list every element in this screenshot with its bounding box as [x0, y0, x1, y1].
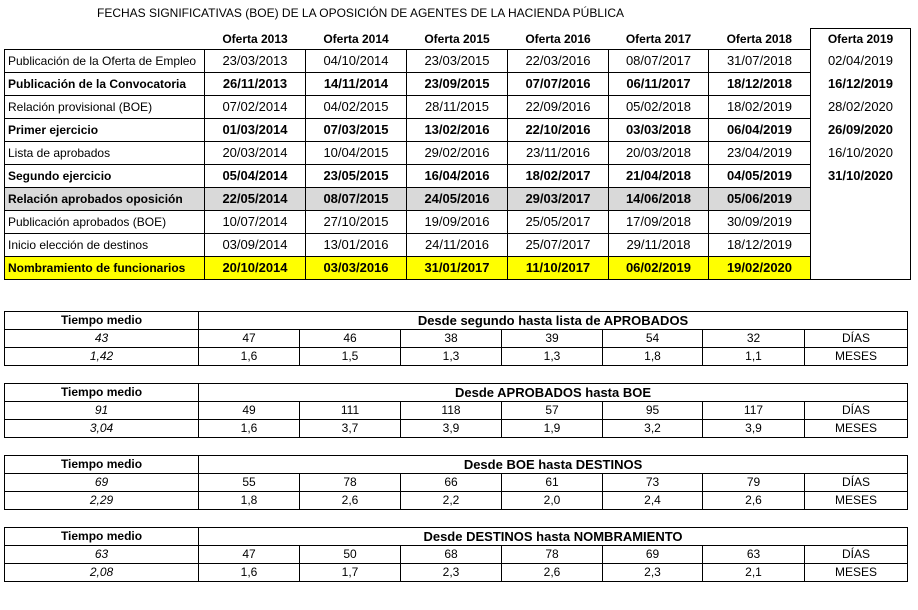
summary-header-row [5, 528, 908, 546]
date-cell: 02/04/2019 [811, 49, 911, 72]
date-cell: 05/02/2018 [609, 95, 709, 118]
avg-months: 2,08 [5, 564, 199, 582]
days-cell: 54 [603, 330, 703, 348]
months-row [5, 492, 908, 510]
date-cell: 16/12/2019 [811, 72, 911, 95]
summary-table [4, 527, 908, 582]
days-cell: 32 [703, 330, 805, 348]
months-cell: 2,2 [401, 492, 502, 510]
months-cell: 1,5 [300, 348, 401, 366]
date-cell: 25/07/2017 [508, 233, 609, 256]
date-cell: 19/02/2020 [709, 256, 811, 279]
unit-days: DÍAS [805, 546, 908, 564]
date-cell: 28/02/2020 [811, 95, 911, 118]
row-label: Inicio elección de destinos [5, 233, 205, 256]
date-cell: 07/02/2014 [205, 95, 306, 118]
date-cell: 29/03/2017 [508, 187, 609, 210]
date-cell: 10/04/2015 [306, 141, 407, 164]
days-cell: 111 [300, 402, 401, 420]
date-cell: 06/11/2017 [609, 72, 709, 95]
column-header: Oferta 2016 [525, 31, 591, 46]
table-row [5, 118, 911, 141]
table-row [5, 187, 911, 210]
months-cell: 2,0 [502, 492, 603, 510]
avg-days: 69 [5, 474, 199, 492]
months-cell: 2,4 [603, 492, 703, 510]
summary-table [4, 383, 908, 438]
date-cell: 28/11/2015 [407, 95, 508, 118]
months-cell: 1,3 [401, 348, 502, 366]
days-cell: 57 [502, 402, 603, 420]
months-cell: 3,2 [603, 420, 703, 438]
days-cell: 49 [199, 402, 300, 420]
days-cell: 55 [199, 474, 300, 492]
days-cell: 78 [502, 546, 603, 564]
months-cell: 3,7 [300, 420, 401, 438]
unit-days: DÍAS [805, 330, 908, 348]
avg-months: 1,42 [5, 348, 199, 366]
date-cell: 18/02/2017 [508, 164, 609, 187]
header-blank [5, 29, 205, 50]
date-cell: 22/09/2016 [508, 95, 609, 118]
days-cell: 69 [603, 546, 703, 564]
date-cell: 07/07/2016 [508, 72, 609, 95]
months-cell: 2,3 [603, 564, 703, 582]
date-cell: 19/09/2016 [407, 210, 508, 233]
months-cell: 1,8 [199, 492, 300, 510]
row-label: Segundo ejercicio [5, 164, 205, 187]
months-cell: 1,6 [199, 348, 300, 366]
date-cell: 31/10/2020 [811, 164, 911, 187]
summary-table [4, 455, 908, 510]
date-cell: 13/01/2016 [306, 233, 407, 256]
unit-months: MESES [805, 564, 908, 582]
unit-months: MESES [805, 492, 908, 510]
summary-title: Desde DESTINOS hasta NOMBRAMIENTO [199, 528, 908, 546]
date-cell: 20/10/2014 [205, 256, 306, 279]
avg-months: 2,29 [5, 492, 199, 510]
date-cell: 25/05/2017 [508, 210, 609, 233]
date-cell [811, 256, 911, 279]
date-cell: 06/02/2019 [609, 256, 709, 279]
date-cell: 04/10/2014 [306, 49, 407, 72]
date-cell: 10/07/2014 [205, 210, 306, 233]
table-row [5, 256, 911, 279]
dates-table [4, 28, 911, 280]
days-cell: 63 [703, 546, 805, 564]
avg-days: 43 [5, 330, 199, 348]
date-cell: 21/04/2018 [609, 164, 709, 187]
row-label: Publicación aprobados (BOE) [5, 210, 205, 233]
days-cell: 47 [199, 330, 300, 348]
date-cell: 26/09/2020 [811, 118, 911, 141]
date-cell: 27/10/2015 [306, 210, 407, 233]
date-cell: 26/11/2013 [205, 72, 306, 95]
summary-header-row [5, 384, 908, 402]
date-cell: 08/07/2015 [306, 187, 407, 210]
months-cell: 1,1 [703, 348, 805, 366]
date-cell: 20/03/2018 [609, 141, 709, 164]
summary-header-row [5, 312, 908, 330]
days-cell: 79 [703, 474, 805, 492]
unit-days: DÍAS [805, 474, 908, 492]
date-cell: 22/05/2014 [205, 187, 306, 210]
row-label: Nombramiento de funcionarios [5, 256, 205, 279]
date-cell: 31/01/2017 [407, 256, 508, 279]
page-title: FECHAS SIGNIFICATIVAS (BOE) DE LA OPOSICIÓN DE AGENTES DE LA HACIENDA PÚBLICA [97, 6, 625, 20]
column-header: Oferta 2015 [424, 31, 490, 46]
date-cell: 18/02/2019 [709, 95, 811, 118]
table-row [5, 164, 911, 187]
months-cell: 1,6 [199, 564, 300, 582]
row-label: Relación provisional (BOE) [5, 95, 205, 118]
avg-header: Tiempo medio [5, 312, 199, 330]
date-cell: 22/10/2016 [508, 118, 609, 141]
days-row [5, 474, 908, 492]
date-cell: 13/02/2016 [407, 118, 508, 141]
column-header: Oferta 2017 [625, 31, 692, 46]
days-cell: 38 [401, 330, 502, 348]
days-cell: 50 [300, 546, 401, 564]
unit-days: DÍAS [805, 402, 908, 420]
date-cell: 06/04/2019 [709, 118, 811, 141]
days-cell: 66 [401, 474, 502, 492]
date-cell: 05/06/2019 [709, 187, 811, 210]
column-header: Oferta 2013 [222, 31, 288, 46]
date-cell [811, 233, 911, 256]
date-cell: 23/05/2015 [306, 164, 407, 187]
months-cell: 3,9 [703, 420, 805, 438]
months-cell: 2,6 [703, 492, 805, 510]
date-cell: 03/09/2014 [205, 233, 306, 256]
avg-header: Tiempo medio [5, 528, 199, 546]
date-cell [811, 187, 911, 210]
months-row [5, 420, 908, 438]
date-cell: 04/05/2019 [709, 164, 811, 187]
summary-title: Desde APROBADOS hasta BOE [199, 384, 908, 402]
date-cell: 20/03/2014 [205, 141, 306, 164]
avg-header: Tiempo medio [5, 384, 199, 402]
months-cell: 1,9 [502, 420, 603, 438]
date-cell: 30/09/2019 [709, 210, 811, 233]
days-cell: 78 [300, 474, 401, 492]
days-cell: 47 [199, 546, 300, 564]
avg-days: 91 [5, 402, 199, 420]
column-header: Oferta 2018 [726, 31, 792, 46]
date-cell: 23/03/2013 [205, 49, 306, 72]
date-cell: 05/04/2014 [205, 164, 306, 187]
row-label: Lista de aprobados [5, 141, 205, 164]
date-cell: 16/04/2016 [407, 164, 508, 187]
summary-header-row [5, 456, 908, 474]
table-row [5, 233, 911, 256]
months-cell: 1,6 [199, 420, 300, 438]
date-cell: 29/11/2018 [609, 233, 709, 256]
date-cell: 08/07/2017 [609, 49, 709, 72]
table-row [5, 141, 911, 164]
avg-days: 63 [5, 546, 199, 564]
days-cell: 39 [502, 330, 603, 348]
days-row [5, 330, 908, 348]
table-row [5, 72, 911, 95]
unit-months: MESES [805, 348, 908, 366]
row-label: Primer ejercicio [5, 118, 205, 141]
months-cell: 2,6 [502, 564, 603, 582]
row-label: Publicación de la Convocatoria [5, 72, 205, 95]
date-cell: 11/10/2017 [508, 256, 609, 279]
avg-header: Tiempo medio [5, 456, 199, 474]
months-cell: 1,8 [603, 348, 703, 366]
table-row [5, 210, 911, 233]
months-cell: 1,3 [502, 348, 603, 366]
date-cell: 23/04/2019 [709, 141, 811, 164]
date-cell: 03/03/2016 [306, 256, 407, 279]
days-cell: 117 [703, 402, 805, 420]
date-cell: 04/02/2015 [306, 95, 407, 118]
header-row [5, 29, 911, 50]
date-cell: 14/11/2014 [306, 72, 407, 95]
months-row [5, 564, 908, 582]
days-cell: 68 [401, 546, 502, 564]
column-header: Oferta 2019 [811, 29, 911, 50]
column-header: Oferta 2014 [323, 31, 389, 46]
date-cell: 17/09/2018 [609, 210, 709, 233]
months-cell: 1,7 [300, 564, 401, 582]
months-cell: 2,3 [401, 564, 502, 582]
days-cell: 95 [603, 402, 703, 420]
date-cell: 23/03/2015 [407, 49, 508, 72]
date-cell: 03/03/2018 [609, 118, 709, 141]
date-cell: 23/09/2015 [407, 72, 508, 95]
row-label: Publicación de la Oferta de Empleo [5, 49, 205, 72]
row-label: Relación aprobados oposición [5, 187, 205, 210]
unit-months: MESES [805, 420, 908, 438]
table-row [5, 95, 911, 118]
days-cell: 61 [502, 474, 603, 492]
date-cell: 22/03/2016 [508, 49, 609, 72]
date-cell: 18/12/2018 [709, 72, 811, 95]
date-cell: 18/12/2019 [709, 233, 811, 256]
days-cell: 118 [401, 402, 502, 420]
days-cell: 46 [300, 330, 401, 348]
date-cell: 24/05/2016 [407, 187, 508, 210]
date-cell: 24/11/2016 [407, 233, 508, 256]
date-cell: 01/03/2014 [205, 118, 306, 141]
avg-months: 3,04 [5, 420, 199, 438]
date-cell: 31/07/2018 [709, 49, 811, 72]
days-cell: 73 [603, 474, 703, 492]
months-cell: 3,9 [401, 420, 502, 438]
months-row [5, 348, 908, 366]
months-cell: 2,1 [703, 564, 805, 582]
date-cell: 14/06/2018 [609, 187, 709, 210]
date-cell [811, 210, 911, 233]
days-row [5, 546, 908, 564]
summary-title: Desde segundo hasta lista de APROBADOS [199, 312, 908, 330]
date-cell: 29/02/2016 [407, 141, 508, 164]
table-row [5, 49, 911, 72]
months-cell: 2,6 [300, 492, 401, 510]
summary-title: Desde BOE hasta DESTINOS [199, 456, 908, 474]
date-cell: 07/03/2015 [306, 118, 407, 141]
summary-table [4, 311, 908, 366]
date-cell: 23/11/2016 [508, 141, 609, 164]
date-cell: 16/10/2020 [811, 141, 911, 164]
days-row [5, 402, 908, 420]
